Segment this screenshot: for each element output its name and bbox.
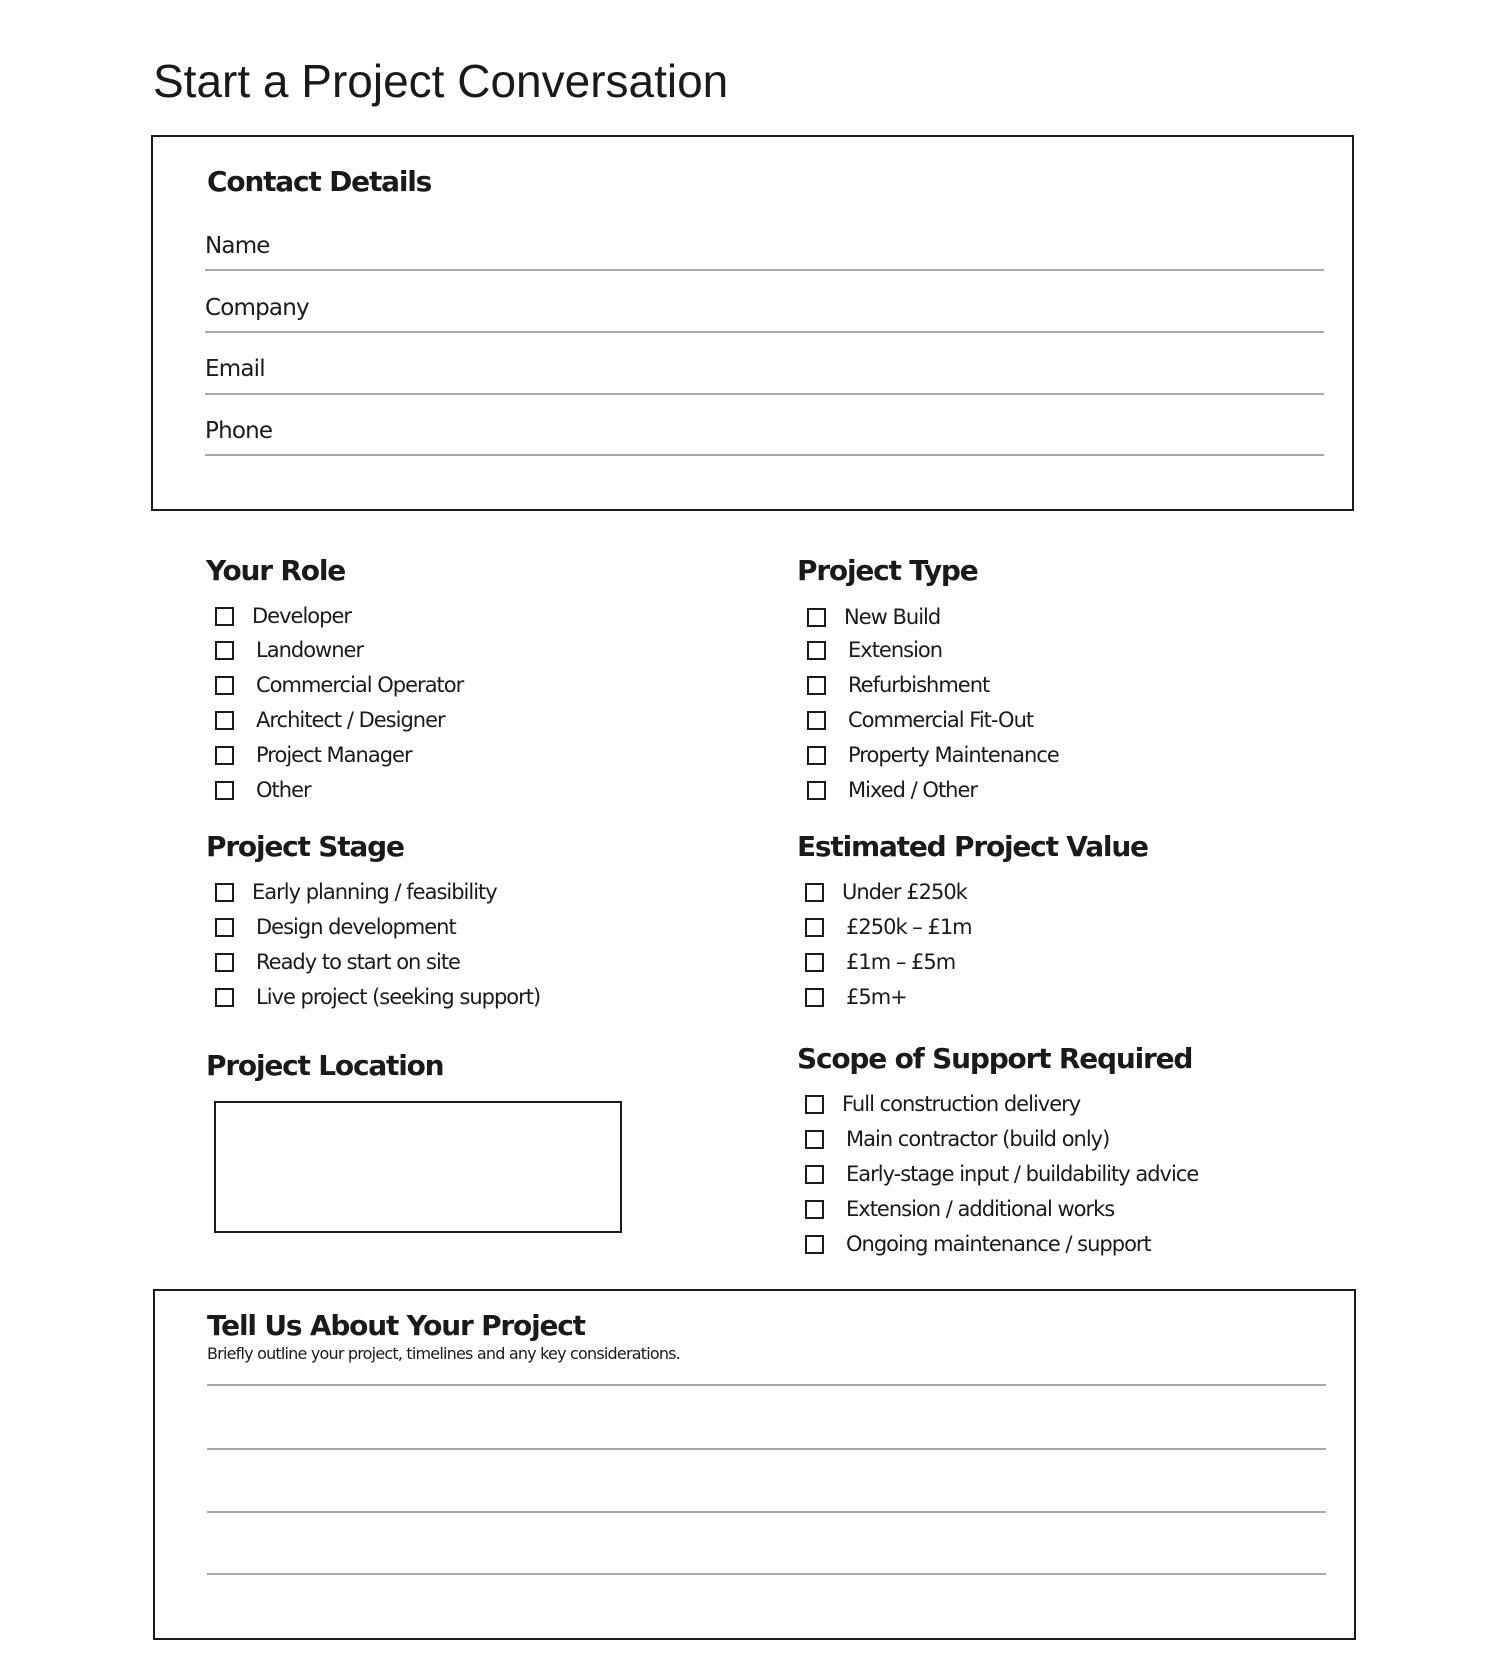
company-field[interactable] bbox=[205, 295, 1324, 335]
checkbox[interactable] bbox=[807, 676, 826, 695]
stage-option-design-development[interactable]: Design development bbox=[215, 915, 456, 940]
stage-option-ready-to-start[interactable]: Ready to start on site bbox=[215, 950, 460, 975]
checkbox[interactable] bbox=[805, 918, 824, 937]
checkbox[interactable] bbox=[805, 953, 824, 972]
email-underline bbox=[205, 393, 1324, 395]
project-stage-heading: Project Stage bbox=[206, 830, 404, 863]
role-option-commercial-operator[interactable]: Commercial Operator bbox=[215, 673, 463, 698]
company-underline bbox=[205, 331, 1324, 333]
checkbox[interactable] bbox=[215, 781, 234, 800]
about-project-heading: Tell Us About Your Project bbox=[207, 1309, 585, 1342]
value-option-5m-plus[interactable]: £5m+ bbox=[805, 985, 907, 1010]
checkbox[interactable] bbox=[215, 988, 234, 1007]
checkbox[interactable] bbox=[805, 988, 824, 1007]
name-label: Name bbox=[205, 233, 270, 259]
checkbox[interactable] bbox=[805, 1200, 824, 1219]
checkbox[interactable] bbox=[805, 1235, 824, 1254]
contact-details-section bbox=[151, 135, 1354, 511]
checkbox[interactable] bbox=[805, 1130, 824, 1149]
writing-line bbox=[207, 1384, 1326, 1386]
writing-line bbox=[207, 1448, 1326, 1450]
phone-underline bbox=[205, 454, 1324, 456]
type-option-property-maintenance[interactable]: Property Maintenance bbox=[807, 743, 1059, 768]
checkbox[interactable] bbox=[807, 746, 826, 765]
type-option-mixed-other[interactable]: Mixed / Other bbox=[807, 778, 977, 803]
role-option-project-manager[interactable]: Project Manager bbox=[215, 743, 412, 768]
checkbox[interactable] bbox=[215, 641, 234, 660]
about-project-subtitle: Briefly outline your project, timelines and any key considerations. bbox=[207, 1344, 680, 1363]
stage-option-live-project[interactable]: Live project (seeking support) bbox=[215, 985, 540, 1010]
scope-option-extension-works[interactable]: Extension / additional works bbox=[805, 1197, 1114, 1222]
role-option-developer[interactable]: Developer bbox=[215, 604, 351, 629]
type-option-new-build[interactable]: New Build bbox=[807, 605, 940, 630]
checkbox[interactable] bbox=[215, 607, 234, 626]
type-option-refurbishment[interactable]: Refurbishment bbox=[807, 673, 989, 698]
checkbox[interactable] bbox=[807, 641, 826, 660]
value-option-250k-1m[interactable]: £250k – £1m bbox=[805, 915, 972, 940]
phone-label: Phone bbox=[205, 418, 273, 444]
checkbox[interactable] bbox=[807, 608, 826, 627]
name-underline bbox=[205, 269, 1324, 271]
company-label: Company bbox=[205, 295, 309, 321]
checkbox[interactable] bbox=[215, 918, 234, 937]
scope-option-early-stage-input[interactable]: Early-stage input / buildability advice bbox=[805, 1162, 1198, 1187]
checkbox[interactable] bbox=[807, 781, 826, 800]
checkbox[interactable] bbox=[215, 953, 234, 972]
contact-details-heading: Contact Details bbox=[207, 165, 432, 198]
email-field[interactable] bbox=[205, 356, 1324, 396]
about-project-textarea[interactable] bbox=[207, 1371, 1326, 1591]
stage-option-early-planning[interactable]: Early planning / feasibility bbox=[215, 880, 497, 905]
value-option-under-250k[interactable]: Under £250k bbox=[805, 880, 967, 905]
scope-option-full-construction[interactable]: Full construction delivery bbox=[805, 1092, 1080, 1117]
checkbox[interactable] bbox=[805, 1095, 824, 1114]
role-option-architect-designer[interactable]: Architect / Designer bbox=[215, 708, 445, 733]
estimated-value-heading: Estimated Project Value bbox=[797, 830, 1148, 863]
scope-option-main-contractor[interactable]: Main contractor (build only) bbox=[805, 1127, 1109, 1152]
project-type-heading: Project Type bbox=[797, 554, 978, 587]
writing-line bbox=[207, 1511, 1326, 1513]
project-location-heading: Project Location bbox=[206, 1049, 444, 1082]
role-option-other[interactable]: Other bbox=[215, 778, 311, 803]
name-field[interactable] bbox=[205, 233, 1324, 273]
role-option-landowner[interactable]: Landowner bbox=[215, 638, 363, 663]
type-option-commercial-fit-out[interactable]: Commercial Fit-Out bbox=[807, 708, 1033, 733]
phone-field[interactable] bbox=[205, 418, 1324, 458]
about-project-section bbox=[153, 1289, 1356, 1640]
scope-of-support-heading: Scope of Support Required bbox=[797, 1042, 1193, 1075]
checkbox[interactable] bbox=[807, 711, 826, 730]
checkbox[interactable] bbox=[215, 676, 234, 695]
scope-option-ongoing-maintenance[interactable]: Ongoing maintenance / support bbox=[805, 1232, 1151, 1257]
checkbox[interactable] bbox=[805, 1165, 824, 1184]
checkbox[interactable] bbox=[805, 883, 824, 902]
email-label: Email bbox=[205, 356, 265, 382]
checkbox[interactable] bbox=[215, 883, 234, 902]
project-location-input[interactable] bbox=[214, 1101, 622, 1233]
value-option-1m-5m[interactable]: £1m – £5m bbox=[805, 950, 955, 975]
page-title: Start a Project Conversation bbox=[153, 55, 729, 107]
checkbox[interactable] bbox=[215, 746, 234, 765]
writing-line bbox=[207, 1573, 1326, 1575]
type-option-extension[interactable]: Extension bbox=[807, 638, 942, 663]
checkbox[interactable] bbox=[215, 711, 234, 730]
your-role-heading: Your Role bbox=[206, 554, 346, 587]
